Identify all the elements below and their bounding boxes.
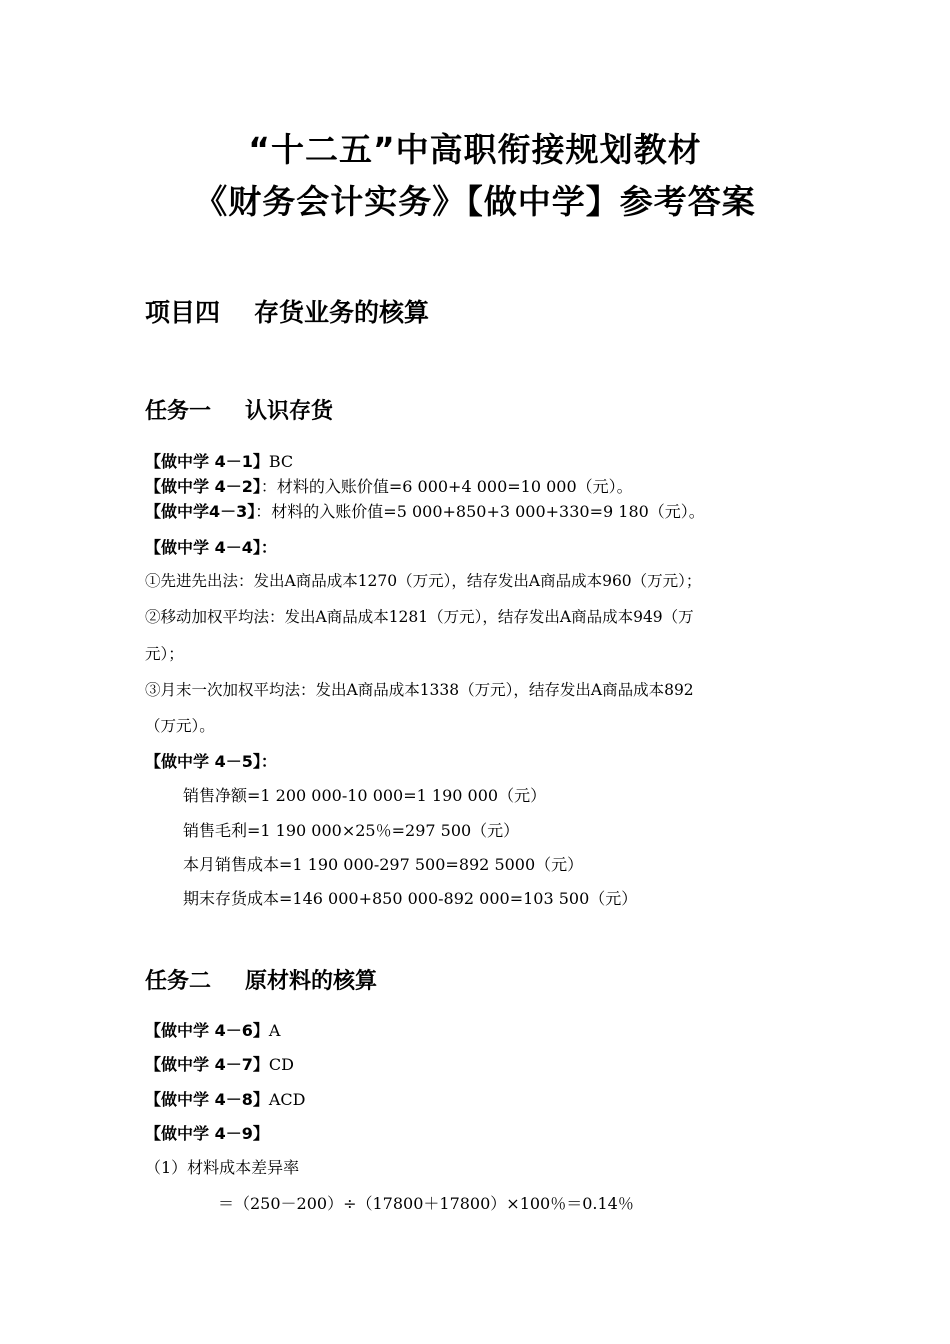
exercise-label-4-4: 【做中学 4－4】： (145, 538, 277, 557)
exercise-label: 【做中学 4－8】 (145, 1090, 269, 1109)
answer-text: A (268, 1021, 281, 1040)
answer-4-9-line1: （1）材料成本差异率 (145, 1158, 300, 1177)
task1-number: 任务一 (145, 399, 212, 424)
answer-4-2 (145, 476, 633, 498)
exercise-label-4-5: 【做中学 4－5】： (145, 752, 277, 771)
exercise-label: 【做中学 4－2】 (145, 477, 261, 496)
exercise-label: 【做中学 4－7】 (145, 1055, 269, 1074)
task1-name: 认识存货 (245, 399, 334, 424)
exercise-label: 【做中学4－3】 (145, 502, 256, 521)
answer-4-4-line5: （万元）。 (145, 717, 215, 735)
doc-title-line1: “十二五”中高职衔接规划教材 (248, 130, 702, 169)
answer-4-8 (145, 1089, 305, 1111)
answer-4-4-line4: ③月末一次加权平均法：发出A商品成本1338（万元），结存发出A商品成本892 (145, 681, 694, 699)
answer-4-4-line1: ①先进先出法：发出A商品成本1270（万元），结存发出A商品成本960（万元）； (145, 572, 702, 590)
answer-4-4-line2: ②移动加权平均法：发出A商品成本1281（万元），结存发出A商品成本949（万 (145, 608, 694, 626)
exercise-label: 【做中学 4－1】 (145, 452, 269, 471)
answer-text: ：材料的入账价值=6 000+4 000=10 000（元）。 (260, 477, 633, 496)
answer-4-4-line3: 元）； (145, 645, 184, 663)
project-heading (145, 298, 429, 328)
doc-title-line2: 《财务会计实务》【做中学】参考答案 (194, 182, 756, 221)
answer-4-5-line2: 销售毛利=1 190 000×25％=297 500（元） (183, 821, 520, 840)
exercise-label-4-9: 【做中学 4－9】 (145, 1124, 269, 1143)
answer-4-6 (145, 1020, 280, 1042)
answer-4-5-line3: 本月销售成本=1 190 000-297 500=892 5000（元） (183, 855, 584, 874)
answer-4-7 (145, 1054, 294, 1076)
task1-heading (145, 398, 333, 426)
project-name: 存货业务的核算 (254, 298, 430, 327)
project-number: 项目四 (145, 298, 221, 327)
answer-text: BC (268, 452, 294, 471)
answer-4-3 (145, 501, 705, 523)
answer-4-9-line2: ＝（250－200）÷（17800＋17800）×100％＝0.14％ (218, 1194, 634, 1213)
answer-text: ACD (268, 1090, 306, 1109)
answer-4-5-line1: 销售净额=1 200 000-10 000=1 190 000（元） (183, 786, 547, 805)
answer-4-1 (145, 451, 293, 473)
answer-4-5-line4: 期末存货成本=146 000+850 000-892 000=103 500（元） (183, 889, 638, 908)
task2-number: 任务二 (145, 969, 212, 994)
task2-heading (145, 968, 377, 996)
exercise-label: 【做中学 4－6】 (145, 1021, 269, 1040)
answer-text: CD (268, 1055, 294, 1074)
task2-name: 原材料的核算 (245, 969, 378, 994)
answer-text: ：材料的入账价值=5 000+850+3 000+330=9 180（元）。 (255, 502, 705, 521)
